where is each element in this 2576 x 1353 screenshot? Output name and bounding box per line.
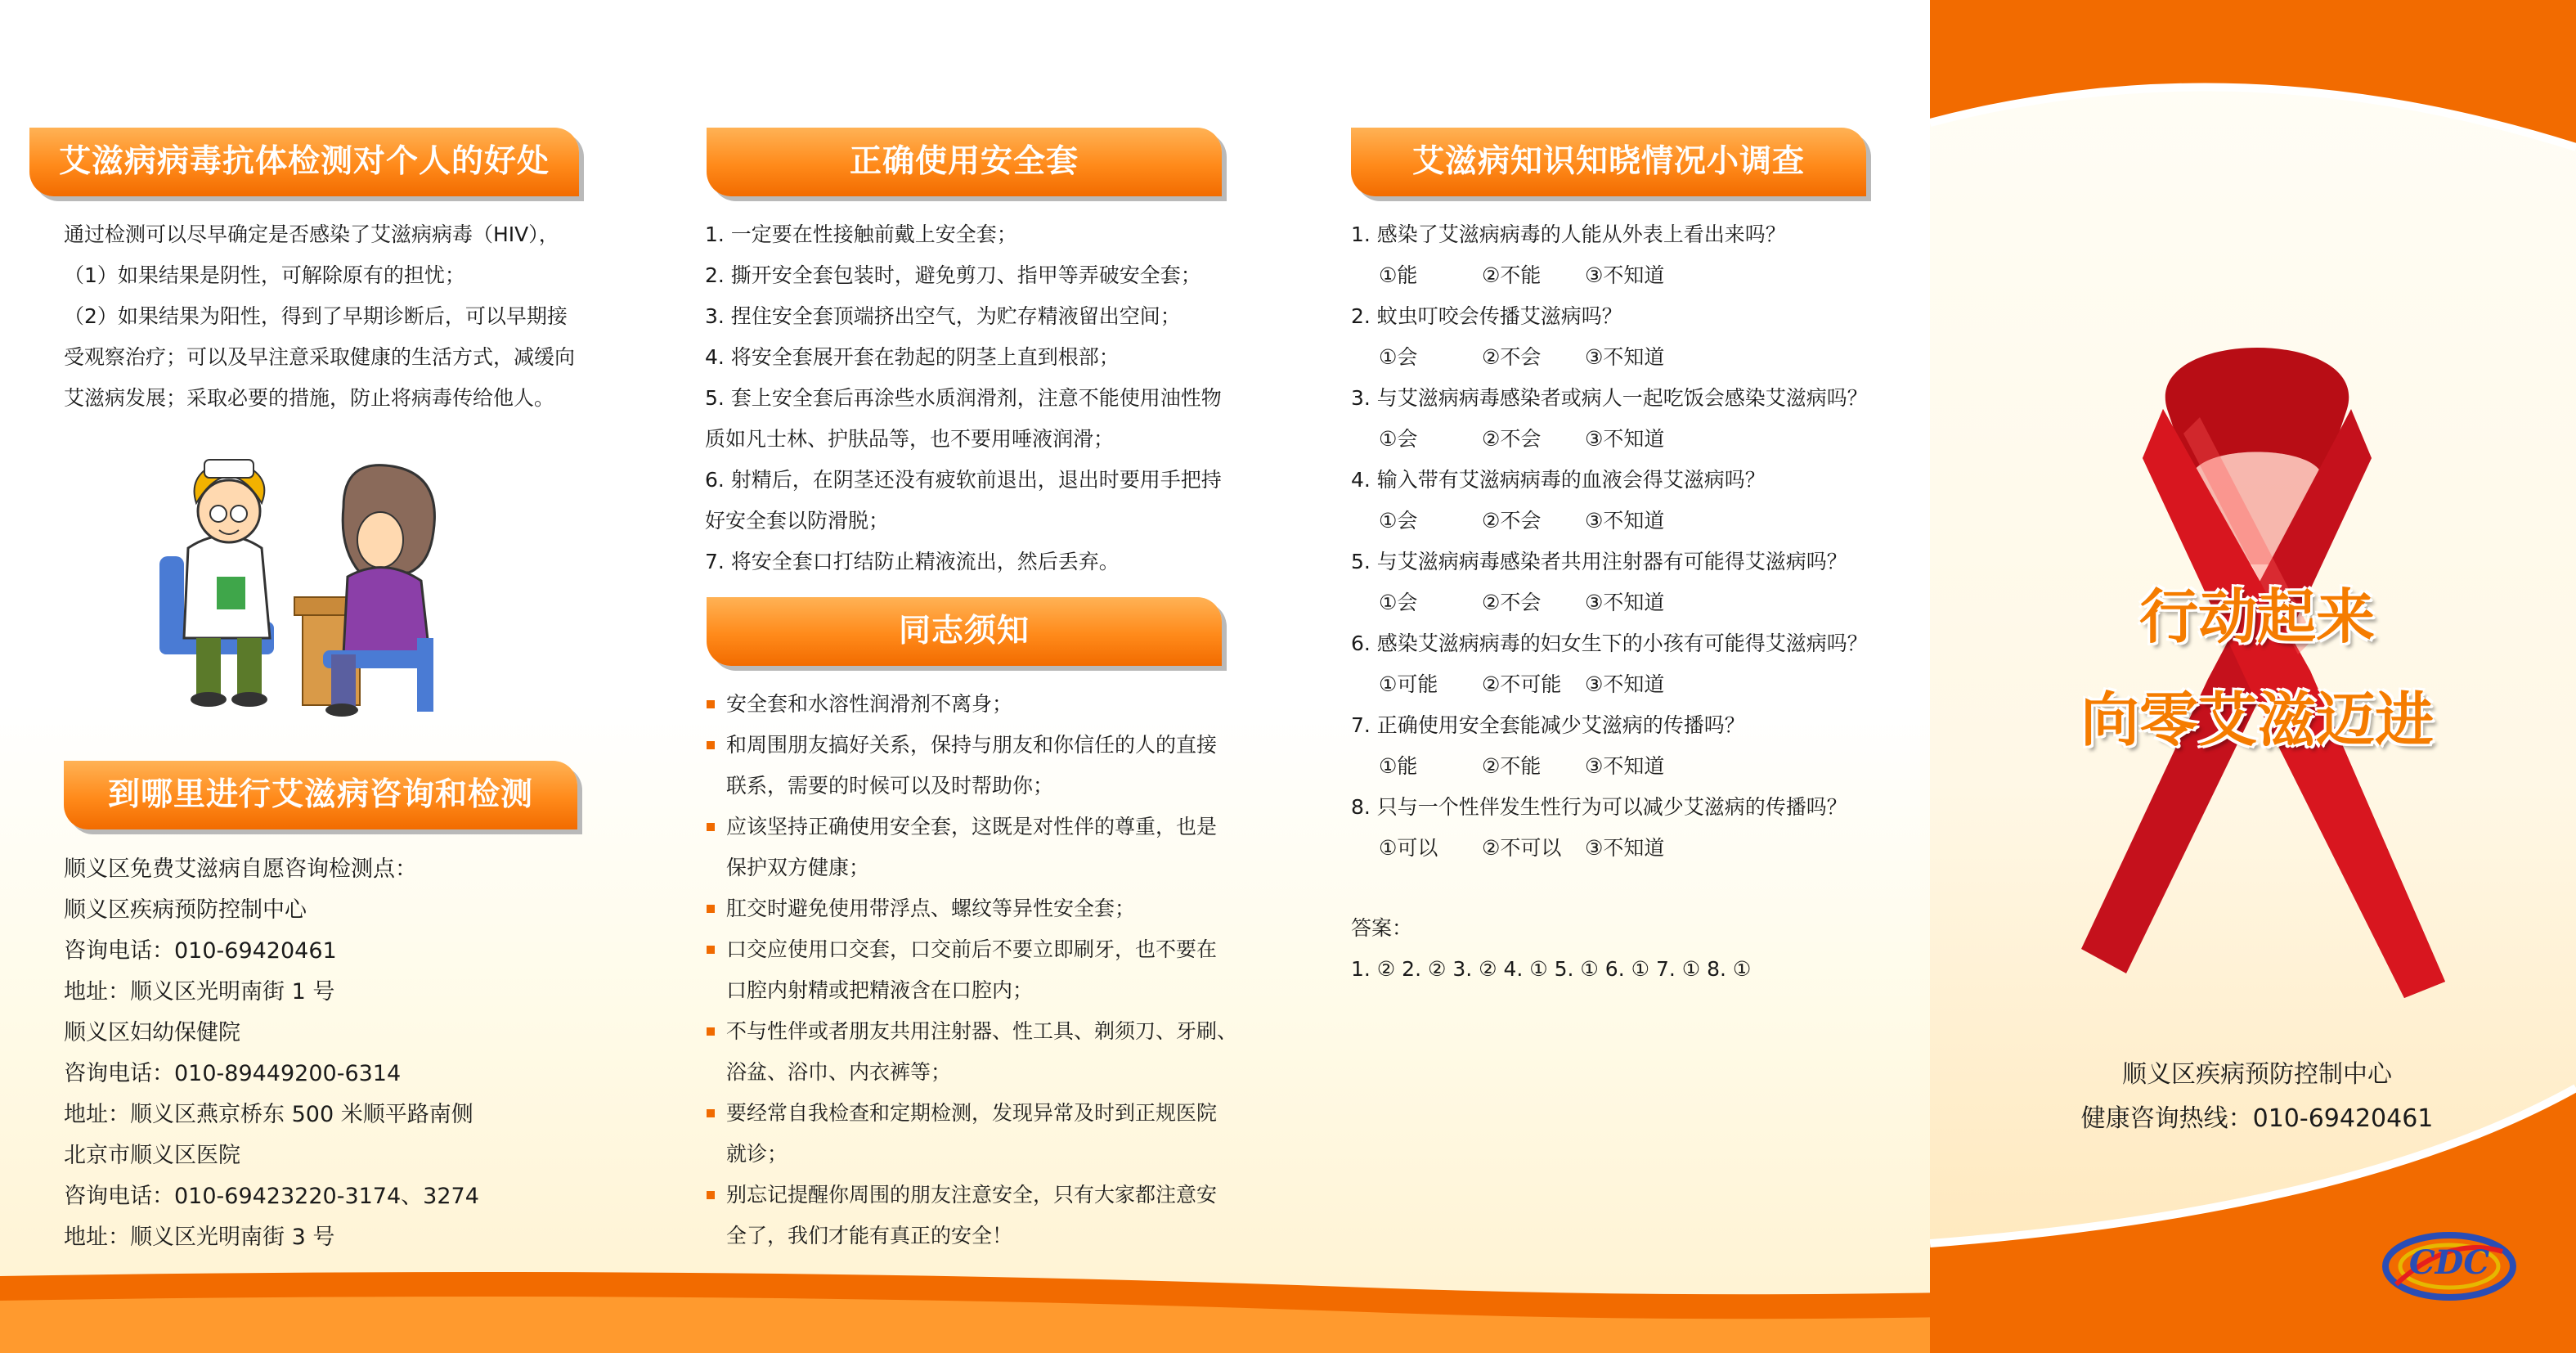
- survey-options: [1351, 664, 1891, 705]
- answers-label: 答案：: [1351, 916, 1413, 940]
- list-item: 别忘记提醒你周围的朋友注意安全，只有大家都注意安: [705, 1175, 1245, 1216]
- cover-org-name: 顺义区疾病预防控制中心: [2122, 1060, 2392, 1089]
- text-line: 2. 撕开安全套包装时，避免剪刀、指甲等弄破安全套；: [705, 263, 1201, 287]
- section-header-condom-use: 正确使用安全套: [707, 128, 1222, 196]
- slogan-line-1: 行动起来: [2138, 582, 2375, 651]
- option: ②不可以: [1482, 836, 1562, 860]
- survey-questions: [1351, 214, 1891, 869]
- text-line: 地址：顺义区光明南街 1 号: [64, 979, 335, 1005]
- survey-question: 1. 感染了艾滋病病毒的人能从外表上看出来吗？: [1351, 223, 1786, 246]
- text-line: 地址：顺义区燕京桥东 500 米顺平路南侧: [64, 1102, 473, 1127]
- cdc-logo: [2380, 1219, 2519, 1309]
- survey-question: 8. 只与一个性伴发生性行为可以减少艾滋病的传播吗？: [1351, 795, 1847, 819]
- cover-hotline: 健康咨询热线：010-69420461: [2080, 1104, 2434, 1133]
- option: ①会: [1379, 427, 1418, 451]
- answers-text: 1. ② 2. ② 3. ② 4. ① 5. ① 6. ① 7. ① 8. ①: [1351, 957, 1752, 981]
- option: ①能: [1379, 263, 1418, 287]
- msm-notice-text: [705, 684, 1245, 1256]
- list-item-continuation: 就诊；: [726, 1142, 788, 1166]
- text-line: 咨询电话：010-69420461: [64, 938, 337, 964]
- survey-options: [1351, 337, 1891, 378]
- survey-answers: [1351, 908, 1891, 990]
- section-header-where-to-test: 到哪里进行艾滋病咨询和检测: [64, 761, 577, 829]
- option: ②不会: [1482, 591, 1542, 614]
- text-line: 咨询电话：010-69423220-3174、3274: [64, 1184, 479, 1209]
- survey-question: 3. 与艾滋病病毒感染者或病人一起吃饭会感染艾滋病吗？: [1351, 386, 1868, 410]
- option: ②不会: [1482, 509, 1542, 533]
- option: ②不可能: [1482, 672, 1562, 696]
- option: ②不能: [1482, 754, 1542, 778]
- text-line: 1. 一定要在性接触前戴上安全套；: [705, 223, 1017, 246]
- survey-options: [1351, 582, 1891, 623]
- option: ①可能: [1379, 672, 1438, 696]
- option: ③不知道: [1585, 754, 1665, 778]
- option: ③不知道: [1585, 345, 1665, 369]
- option: ②不会: [1482, 345, 1542, 369]
- list-item-continuation: 保护双方健康；: [726, 856, 870, 879]
- section-header-test-benefits: 艾滋病病毒抗体检测对个人的好处: [29, 128, 579, 196]
- list-item-continuation: 口腔内射精或把精液含在口腔内；: [726, 978, 1034, 1002]
- survey-options: [1351, 828, 1891, 869]
- section-header-survey: 艾滋病知识知晓情况小调查: [1351, 128, 1866, 196]
- list-item: 要经常自我检查和定期检测，发现异常及时到正规医院: [705, 1093, 1245, 1134]
- option: ③不知道: [1585, 263, 1665, 287]
- survey-question: 7. 正确使用安全套能减少艾滋病的传播吗？: [1351, 713, 1745, 737]
- survey-question: 2. 蚊虫叮咬会传播艾滋病吗？: [1351, 304, 1622, 328]
- option: ③不知道: [1585, 591, 1665, 614]
- option: ③不知道: [1585, 509, 1665, 533]
- text-line: 好安全套以防滑脱；: [705, 509, 890, 533]
- option: ①可以: [1379, 836, 1438, 860]
- option: ③不知道: [1585, 836, 1665, 860]
- text-line: 艾滋病发展；采取必要的措施，防止将病毒传给他人。: [64, 386, 555, 410]
- testing-locations-text: [64, 849, 620, 1258]
- list-item: 肛交时避免使用带浮点、螺纹等异性安全套；: [705, 888, 1245, 929]
- survey-options: [1351, 419, 1891, 460]
- red-ribbon-icon: [2036, 294, 2478, 1014]
- condom-steps-text: [705, 214, 1245, 582]
- doctor-patient-illustration: [147, 434, 458, 720]
- text-line: 顺义区免费艾滋病自愿咨询检测点：: [64, 856, 417, 882]
- text-line: 顺义区妇幼保健院: [64, 1020, 240, 1045]
- text-line: 7. 将安全套口打结防止精液流出，然后丢弃。: [705, 550, 1120, 573]
- cdc-logo-text: CDC: [2408, 1243, 2490, 1282]
- list-item: 和周围朋友搞好关系，保持与朋友和你信任的人的直接: [705, 725, 1245, 766]
- list-item-continuation: 联系，需要的时候可以及时帮助你；: [726, 774, 1054, 798]
- slogan-line-2: 向零艾滋迈进: [2080, 685, 2434, 754]
- list-item: 安全套和水溶性润滑剂不离身；: [705, 684, 1245, 725]
- list-item-continuation: 浴盆、浴巾、内衣裤等；: [726, 1060, 952, 1084]
- option: ①会: [1379, 591, 1418, 614]
- text-line: 咨询电话：010-89449200-6314: [64, 1061, 402, 1086]
- survey-question: 6. 感染艾滋病病毒的妇女生下的小孩有可能得艾滋病吗？: [1351, 632, 1868, 655]
- text-line: 顺义区疾病预防控制中心: [64, 897, 307, 923]
- survey-question: 4. 输入带有艾滋病病毒的血液会得艾滋病吗？: [1351, 468, 1766, 492]
- text-line: （1）如果结果是阴性，可解除原有的担忧；: [64, 263, 465, 287]
- text-line: （2）如果结果为阳性，得到了早期诊断后，可以早期接: [64, 304, 568, 328]
- option: ①能: [1379, 754, 1418, 778]
- survey-options: [1351, 501, 1891, 542]
- section-header-msm-notice: 同志须知: [707, 597, 1222, 666]
- text-line: 通过检测可以尽早确定是否感染了艾滋病病毒（HIV），: [64, 223, 559, 246]
- list-item-continuation: 全了，我们才能有真正的安全！: [726, 1224, 1013, 1247]
- text-line: 4. 将安全套展开套在勃起的阴茎上直到根部；: [705, 345, 1120, 369]
- option: ①会: [1379, 509, 1418, 533]
- option: ②不会: [1482, 427, 1542, 451]
- option: ③不知道: [1585, 672, 1665, 696]
- text-line: 6. 射精后，在阴茎还没有疲软前退出，退出时要用手把持: [705, 468, 1222, 492]
- list-item: 不与性伴或者朋友共用注射器、性工具、剃须刀、牙刷、: [705, 1011, 1245, 1052]
- option: ②不能: [1482, 263, 1542, 287]
- text-line: 地址：顺义区光明南街 3 号: [64, 1225, 335, 1250]
- test-benefits-text: [64, 214, 604, 419]
- text-line: 3. 捏住安全套顶端挤出空气，为贮存精液留出空间；: [705, 304, 1181, 328]
- list-item: 口交应使用口交套，口交前后不要立即刷牙，也不要在: [705, 929, 1245, 970]
- survey-options: [1351, 746, 1891, 787]
- survey-options: [1351, 255, 1891, 296]
- text-line: 受观察治疗；可以及早注意采取健康的生活方式，减缓向: [64, 345, 576, 369]
- option: ③不知道: [1585, 427, 1665, 451]
- list-item: 应该坚持正确使用安全套，这既是对性伴的尊重，也是: [705, 807, 1245, 847]
- option: ①会: [1379, 345, 1418, 369]
- survey-question: 5. 与艾滋病病毒感染者共用注射器有可能得艾滋病吗？: [1351, 550, 1847, 573]
- text-line: 5. 套上安全套后再涂些水质润滑剂，注意不能使用油性物: [705, 386, 1222, 410]
- text-line: 北京市顺义区医院: [64, 1143, 240, 1168]
- text-line: 质如凡士林、护肤品等，也不要用唾液润滑；: [705, 427, 1115, 451]
